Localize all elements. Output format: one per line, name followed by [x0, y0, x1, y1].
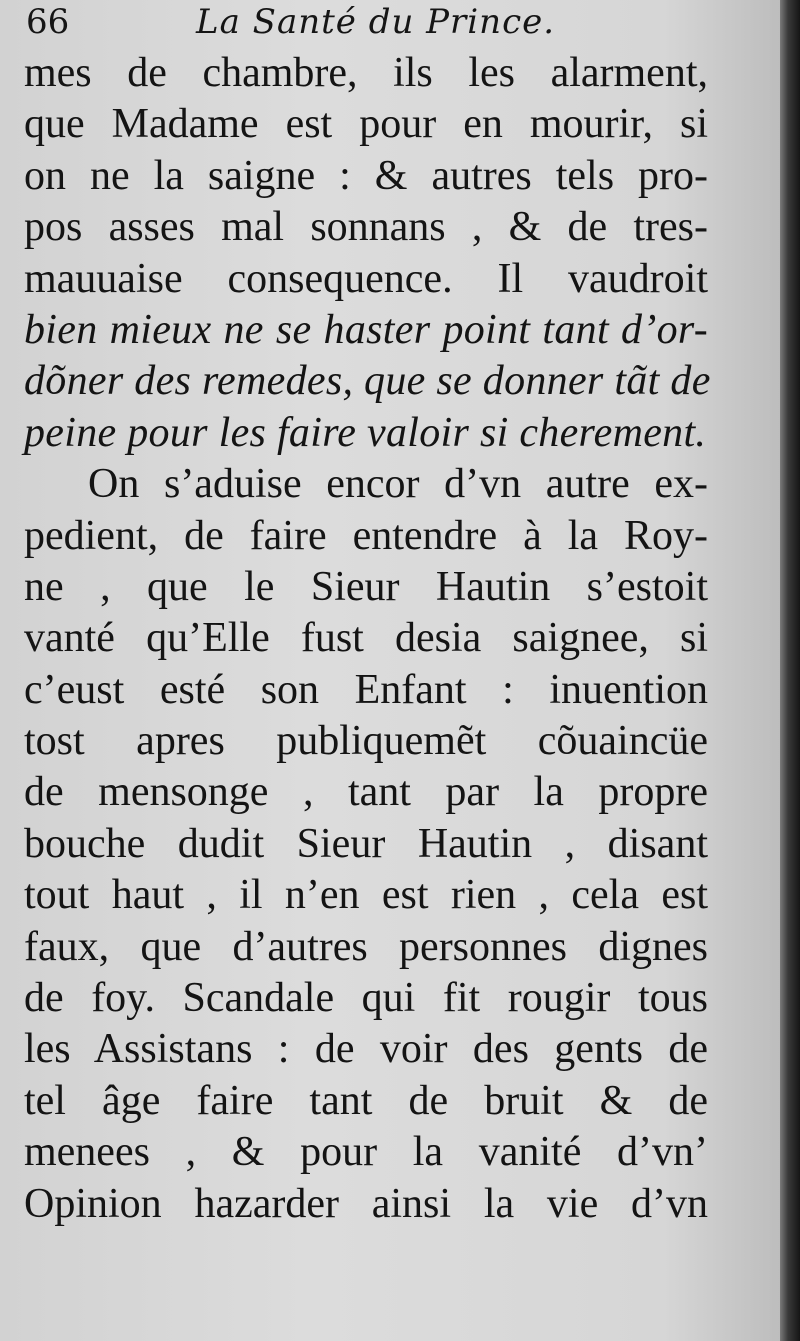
text-line: Opinion hazarder ainsi la vie d’vn [24, 1180, 708, 1227]
text-line: menees , & pour la vanité d’vn’ [24, 1129, 708, 1176]
running-head: La Santé du Prince. [196, 2, 556, 42]
text-line: de foy. Scandale qui fit rougir tous [24, 975, 708, 1022]
body-text [24, 48, 711, 1230]
book-gutter [780, 0, 800, 1341]
text-line: On s’aduise encor d’vn autre ex- [88, 461, 708, 508]
text-line: on ne la saigne : & autres tels pro- [24, 152, 708, 199]
text-line: les Assistans : de voir des gents de [24, 1026, 708, 1073]
text-line: peine pour les faire valoir si cherement. [24, 409, 707, 456]
text-line: mauuaise consequence. Il vaudroit [24, 255, 708, 302]
text-line: que Madame est pour en mourir, si [24, 101, 708, 148]
text-line: tout haut , il n’en est rien , cela est [24, 872, 708, 919]
text-line: ne , que le Sieur Hautin s’estoit [24, 563, 708, 610]
page-header [26, 2, 726, 42]
text-line: tost apres publiquemẽt cõuaincüe [24, 718, 708, 765]
text-line: pedient, de faire entendre à la Roy- [24, 512, 708, 559]
text-line: de mensonge , tant par la propre [24, 769, 708, 816]
text-line: dõner des remedes, que se donner tãt de [24, 358, 711, 405]
text-line: faux, que d’autres personnes dignes [24, 923, 708, 970]
text-line: bien mieux ne se haster point tant d’or- [24, 306, 708, 353]
text-line: vanté qu’Elle fust desia saignee, si [24, 615, 708, 662]
text-line: c’eust esté son Enfant : inuention [24, 666, 708, 713]
text-line: tel âge faire tant de bruit & de [24, 1077, 708, 1124]
text-line: pos asses mal sonnans , & de tres- [24, 204, 708, 251]
text-line: bouche dudit Sieur Hautin , disant [24, 820, 708, 867]
text-line: mes de chambre, ils les alarment, [24, 50, 708, 96]
page-number: 66 [26, 2, 70, 42]
